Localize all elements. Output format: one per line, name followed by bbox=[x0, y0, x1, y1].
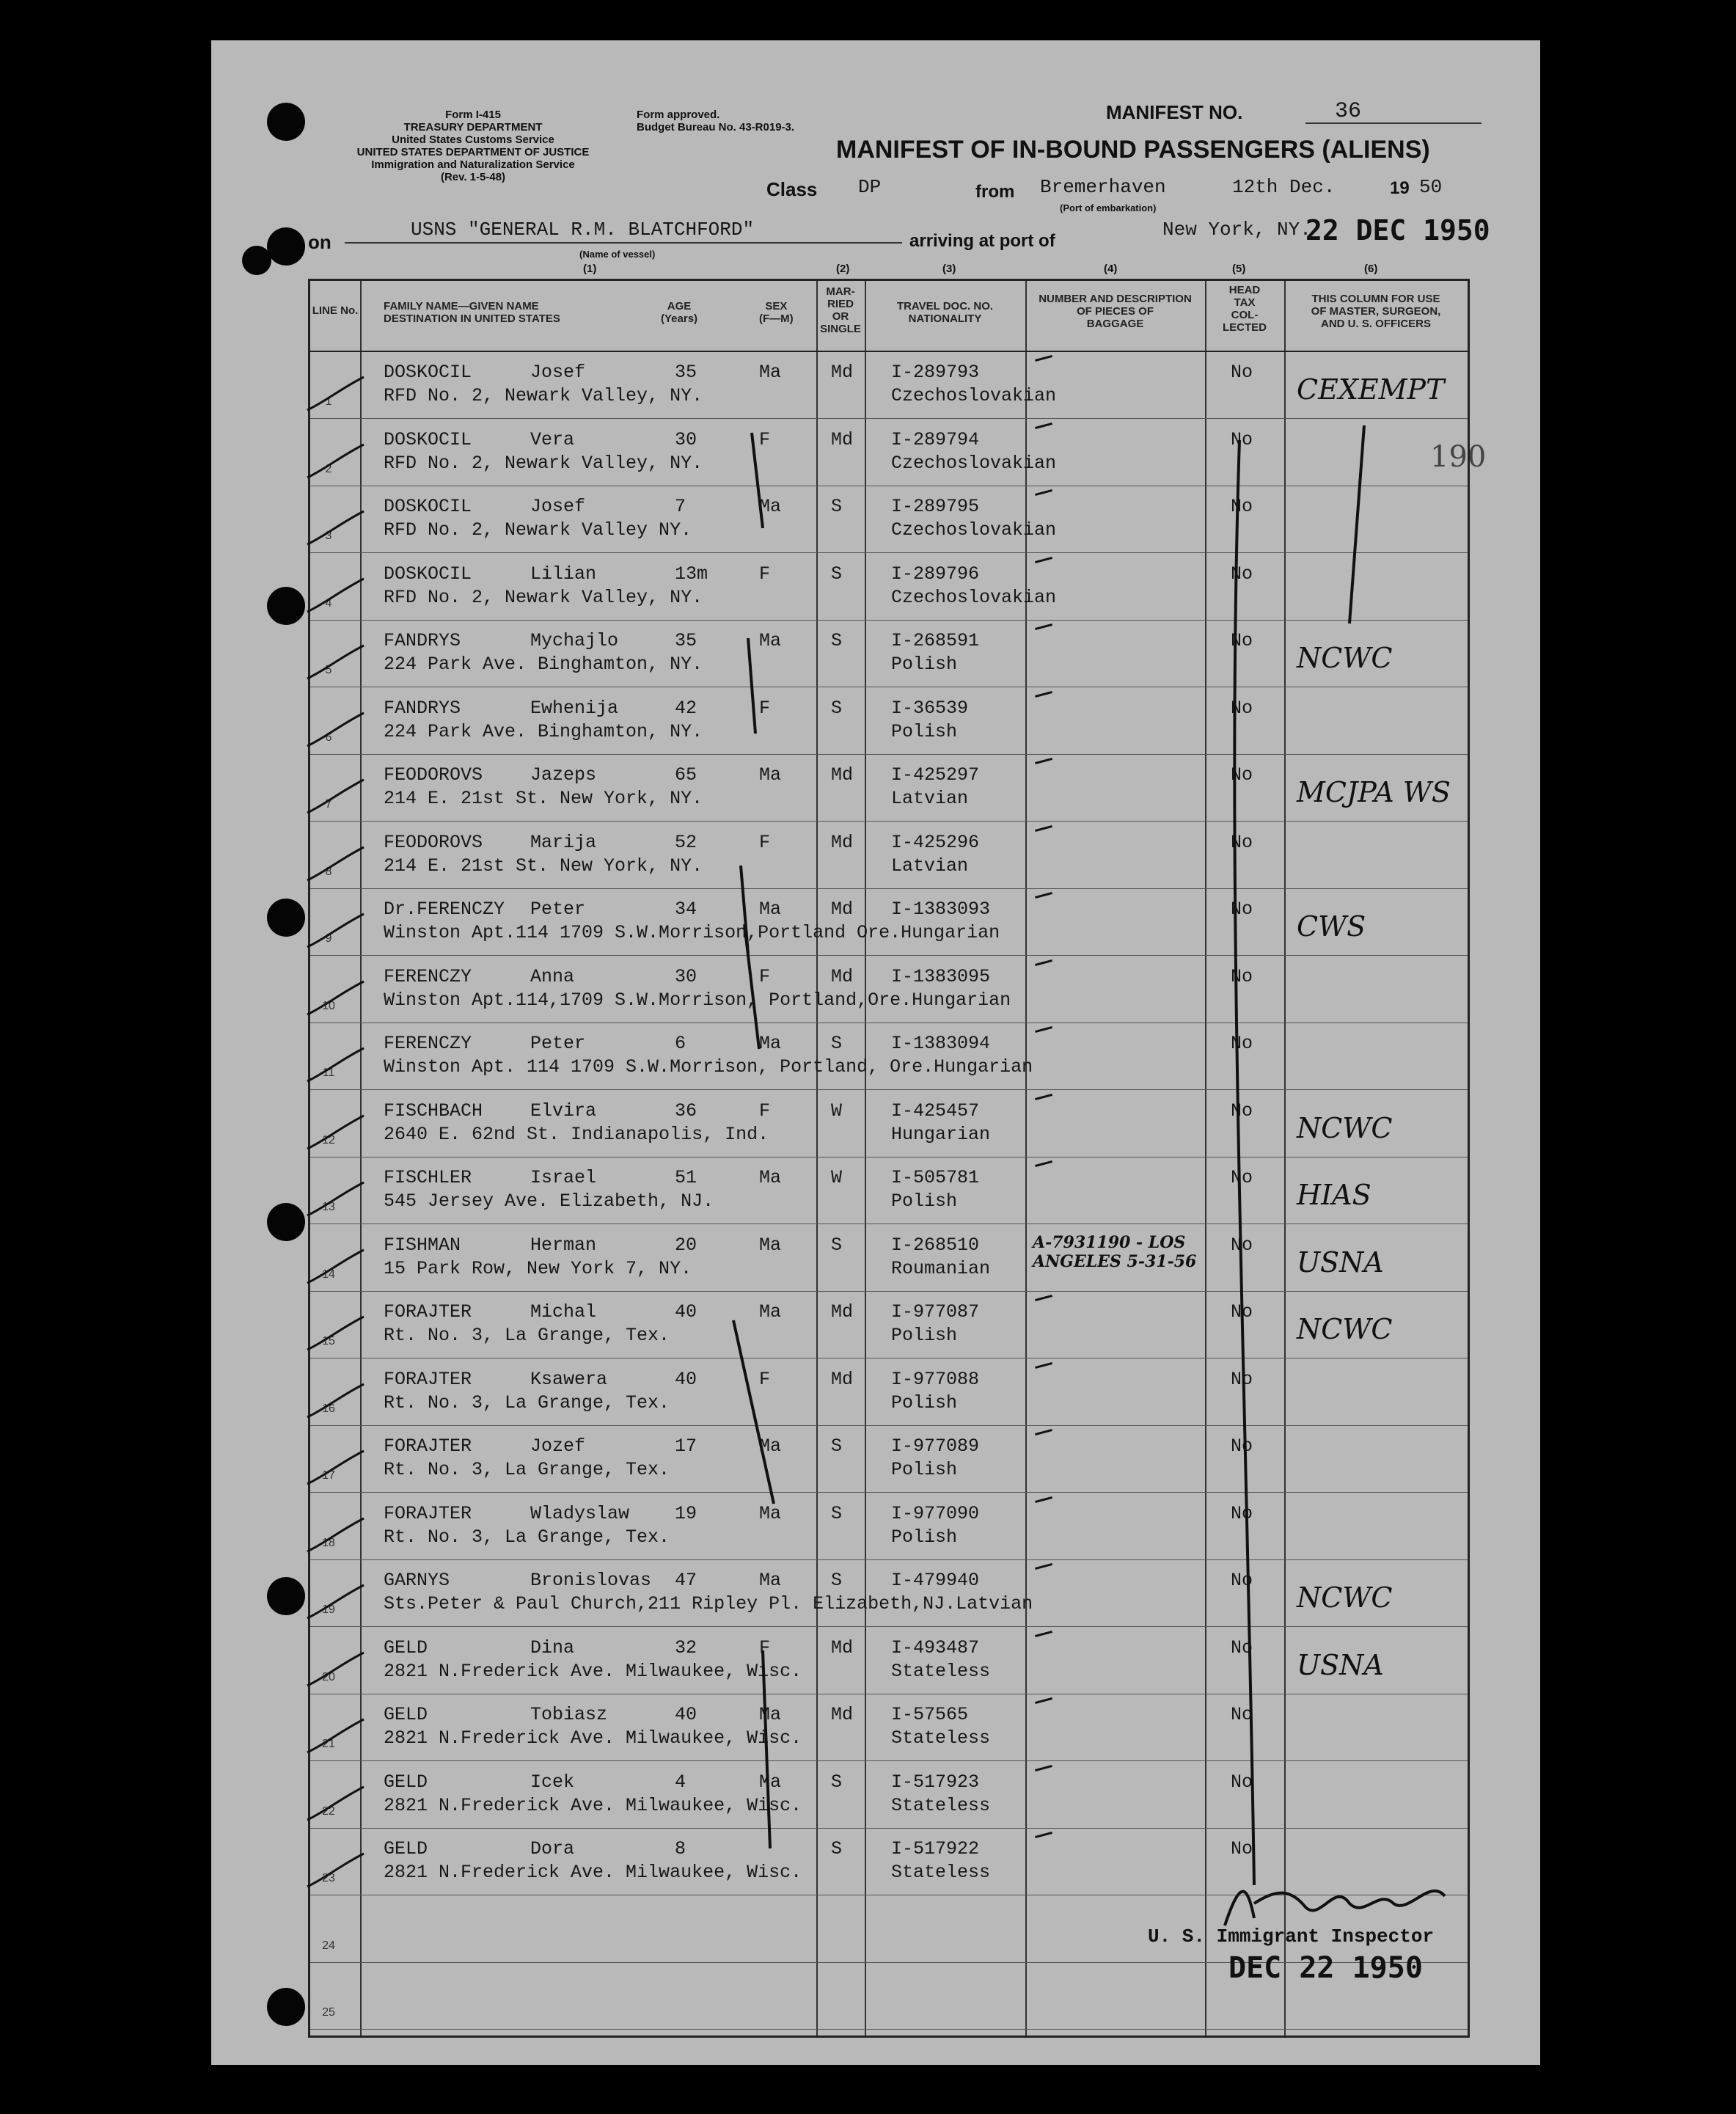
family-name: GARNYS bbox=[384, 1570, 450, 1591]
nationality: Polish bbox=[891, 1526, 958, 1548]
officer-note: NCWC bbox=[1297, 642, 1393, 674]
side-number: 190 bbox=[1430, 440, 1487, 474]
line-number: 21 bbox=[322, 1738, 335, 1750]
age: 40 bbox=[675, 1704, 697, 1725]
destination: Rt. No. 3, La Grange, Tex. bbox=[384, 1459, 670, 1480]
line-number: 18 bbox=[322, 1536, 335, 1549]
revision: (Rev. 1-5-48) bbox=[440, 171, 506, 183]
age: 47 bbox=[675, 1570, 697, 1591]
line-number: 23 bbox=[322, 1872, 335, 1884]
sex: F bbox=[759, 1636, 771, 1658]
baggage-note: A-7931190 - LOS ANGELES 5-31-56 bbox=[1033, 1232, 1197, 1271]
officer-note: CWS bbox=[1297, 910, 1366, 943]
destination: 2821 N.Frederick Ave. Milwaukee, Wisc. bbox=[384, 1862, 802, 1883]
age: 40 bbox=[675, 1301, 697, 1323]
sex: Ma bbox=[759, 1234, 782, 1256]
travel-doc-number: I-1383093 bbox=[891, 899, 991, 920]
destination: 2821 N.Frederick Ave. Milwaukee, Wisc. bbox=[384, 1794, 802, 1816]
travel-doc-number: I-425296 bbox=[891, 831, 980, 853]
age: 30 bbox=[675, 965, 697, 987]
nationality: Czechoslovakian bbox=[891, 385, 1057, 406]
age: 19 bbox=[675, 1502, 697, 1524]
age: 51 bbox=[675, 1167, 697, 1188]
marital-status: Md bbox=[831, 1368, 854, 1390]
nationality: Hungarian bbox=[891, 1123, 991, 1145]
head-tax: No bbox=[1231, 899, 1253, 920]
family-name: FERENCZY bbox=[384, 965, 472, 987]
marital-status: W bbox=[831, 1100, 843, 1122]
officer-note: HIAS bbox=[1297, 1179, 1371, 1211]
family-name: FISCHLER bbox=[384, 1167, 472, 1188]
destination: 2821 N.Frederick Ave. Milwaukee, Wisc. bbox=[384, 1660, 802, 1682]
officer-note: USNA bbox=[1297, 1246, 1384, 1279]
line-number: 25 bbox=[322, 2006, 335, 2019]
marital-status: S bbox=[831, 563, 843, 585]
inspection-date-stamp: DEC 22 1950 bbox=[1228, 1951, 1423, 1985]
marital-status: S bbox=[831, 1570, 843, 1591]
dept-line: United States Customs Service bbox=[392, 134, 554, 146]
column-number: (4) bbox=[1104, 263, 1118, 275]
officer-note: USNA bbox=[1297, 1648, 1384, 1681]
head-tax: No bbox=[1231, 362, 1253, 383]
col-header-travel-doc: TRAVEL DOC. NO. NATIONALITY bbox=[896, 300, 994, 325]
nationality: Czechoslovakian bbox=[891, 452, 1057, 474]
travel-doc-number: I-479940 bbox=[891, 1570, 980, 1591]
given-name: Tobiasz bbox=[530, 1704, 608, 1725]
destination: 2821 N.Frederick Ave. Milwaukee, Wisc. bbox=[384, 1727, 802, 1749]
head-tax: No bbox=[1231, 563, 1253, 585]
age: 36 bbox=[675, 1100, 697, 1122]
officer-note: NCWC bbox=[1297, 1313, 1393, 1345]
vessel-caption: (Name of vessel) bbox=[579, 249, 656, 260]
travel-doc-number: I-268591 bbox=[891, 630, 980, 651]
marital-status: S bbox=[831, 630, 843, 651]
head-tax: No bbox=[1231, 630, 1253, 651]
family-name: FISCHBACH bbox=[384, 1100, 483, 1122]
sex: F bbox=[759, 697, 771, 719]
officer-note: CEXEMPT bbox=[1297, 373, 1445, 406]
marital-status: Md bbox=[831, 1301, 854, 1323]
nationality: Polish bbox=[891, 1325, 958, 1346]
marital-status: Md bbox=[831, 1704, 854, 1725]
column-number: (2) bbox=[836, 263, 850, 275]
col-header-age: AGE (Years) bbox=[661, 300, 698, 325]
officer-note: NCWC bbox=[1297, 1581, 1393, 1614]
head-tax: No bbox=[1231, 1033, 1253, 1054]
line-number: 2 bbox=[325, 462, 332, 475]
marital-status: Md bbox=[831, 965, 854, 987]
family-name: FORAJTER bbox=[384, 1301, 472, 1323]
line-number: 24 bbox=[322, 1939, 335, 1952]
marital-status: Md bbox=[831, 1636, 854, 1658]
given-name: Wladyslaw bbox=[530, 1502, 630, 1524]
family-name: FANDRYS bbox=[384, 630, 461, 651]
arriving-label: arriving at port of bbox=[909, 231, 1055, 251]
travel-doc-number: I-425297 bbox=[891, 764, 980, 786]
sex: Ma bbox=[759, 1301, 782, 1323]
inspector-caption: U. S. Immigrant Inspector bbox=[1148, 1925, 1435, 1947]
arrival-port: New York, NY. bbox=[1162, 219, 1311, 241]
family-name: DOSKOCIL bbox=[384, 496, 472, 517]
destination: RFD No. 2, Newark Valley, NY. bbox=[384, 452, 703, 474]
column-number: (3) bbox=[942, 263, 956, 275]
given-name: Dora bbox=[530, 1838, 575, 1859]
age: 35 bbox=[675, 630, 697, 651]
officer-note: MCJPA WS bbox=[1297, 776, 1451, 808]
head-tax: No bbox=[1231, 496, 1253, 517]
travel-doc-number: I-977087 bbox=[891, 1301, 980, 1323]
line-number: 16 bbox=[322, 1402, 335, 1415]
given-name: Michal bbox=[530, 1301, 597, 1323]
age: 52 bbox=[675, 831, 697, 853]
form-number: Form I-415 bbox=[445, 109, 501, 121]
family-name: FEODOROVS bbox=[384, 831, 483, 853]
age: 32 bbox=[675, 1636, 697, 1658]
given-name: Peter bbox=[530, 899, 586, 920]
given-name: Dina bbox=[530, 1636, 575, 1658]
head-tax: No bbox=[1231, 428, 1253, 450]
sex: F bbox=[759, 965, 771, 987]
line-number: 3 bbox=[325, 530, 332, 542]
line-number: 11 bbox=[322, 1067, 335, 1079]
sex: Ma bbox=[759, 1570, 782, 1591]
manifest-label: MANIFEST NO. bbox=[1106, 101, 1243, 123]
sex: Ma bbox=[759, 496, 782, 517]
nationality: Latvian bbox=[891, 855, 969, 877]
family-name: GELD bbox=[384, 1636, 428, 1658]
travel-doc-number: I-268510 bbox=[891, 1234, 980, 1256]
destination: Rt. No. 3, La Grange, Tex. bbox=[384, 1325, 670, 1346]
given-name: Jozef bbox=[530, 1435, 586, 1457]
sex: F bbox=[759, 1100, 771, 1122]
head-tax: No bbox=[1231, 1570, 1253, 1591]
given-name: Lilian bbox=[530, 563, 597, 585]
head-tax: No bbox=[1231, 1100, 1253, 1122]
line-number: 1 bbox=[325, 395, 332, 408]
budget-line: Budget Bureau No. 43-R019-3. bbox=[637, 121, 795, 134]
nationality: Polish bbox=[891, 654, 958, 675]
family-name: Dr.FERENCZY bbox=[384, 899, 505, 920]
head-tax: No bbox=[1231, 965, 1253, 987]
sex: Ma bbox=[759, 1435, 782, 1457]
age: 40 bbox=[675, 1368, 697, 1390]
travel-doc-number: I-517922 bbox=[891, 1838, 980, 1859]
destination: Sts.Peter & Paul Church,211 Ripley Pl. Elizabeth,NJ.Latvian bbox=[384, 1593, 1033, 1614]
line-number: 10 bbox=[322, 999, 335, 1012]
embarkation-date: 12th Dec. bbox=[1232, 176, 1336, 198]
line-number: 15 bbox=[322, 1335, 335, 1347]
travel-doc-number: I-977089 bbox=[891, 1435, 980, 1457]
travel-doc-number: I-289794 bbox=[891, 428, 980, 450]
line-number: 9 bbox=[325, 932, 332, 945]
age: 4 bbox=[675, 1771, 686, 1793]
line-number: 20 bbox=[322, 1670, 335, 1683]
travel-doc-number: I-977088 bbox=[891, 1368, 980, 1390]
destination: RFD No. 2, Newark Valley NY. bbox=[384, 519, 692, 541]
destination: 224 Park Ave. Binghamton, NY. bbox=[384, 654, 703, 675]
age: 6 bbox=[675, 1033, 686, 1054]
nationality: Stateless bbox=[891, 1794, 991, 1816]
approval-line: Form approved. bbox=[637, 109, 720, 121]
sex: F bbox=[759, 831, 771, 853]
marital-status: S bbox=[831, 697, 843, 719]
age: 20 bbox=[675, 1234, 697, 1256]
nationality: Polish bbox=[891, 1391, 958, 1413]
sex: Ma bbox=[759, 1704, 782, 1725]
destination: 545 Jersey Ave. Elizabeth, NJ. bbox=[384, 1191, 714, 1212]
from-label: from bbox=[975, 182, 1015, 202]
travel-doc-number: I-36539 bbox=[891, 697, 969, 719]
col-header-sex: SEX (F—M) bbox=[759, 300, 794, 325]
line-number: 7 bbox=[325, 798, 332, 811]
family-name: FISHMAN bbox=[384, 1234, 461, 1256]
line-number: 14 bbox=[322, 1268, 335, 1281]
given-name: Jazeps bbox=[530, 764, 597, 786]
head-tax: No bbox=[1231, 1368, 1253, 1390]
class-label: Class bbox=[766, 178, 818, 200]
line-number: 4 bbox=[325, 596, 332, 610]
destination: RFD No. 2, Newark Valley, NY. bbox=[384, 586, 703, 608]
sex: F bbox=[759, 563, 771, 585]
destination: Winston Apt. 114 1709 S.W.Morrison, Portland, Ore.Hungarian bbox=[384, 1056, 1033, 1078]
given-name: Mychajlo bbox=[530, 630, 619, 651]
marital-status: S bbox=[831, 1033, 843, 1054]
sex: Ma bbox=[759, 1167, 782, 1188]
travel-doc-number: I-425457 bbox=[891, 1100, 980, 1122]
column-number: (6) bbox=[1364, 263, 1378, 275]
nationality: Stateless bbox=[891, 1660, 991, 1682]
nationality: Polish bbox=[891, 1459, 958, 1480]
head-tax: No bbox=[1231, 1838, 1253, 1859]
given-name: Ksawera bbox=[530, 1368, 608, 1390]
year-prefix: 19 bbox=[1390, 178, 1410, 198]
given-name: Ewhenija bbox=[530, 697, 619, 719]
given-name: Anna bbox=[530, 965, 575, 987]
marital-status: S bbox=[831, 1234, 843, 1256]
marital-status: S bbox=[831, 1435, 843, 1457]
sex: Ma bbox=[759, 899, 782, 920]
family-name: FERENCZY bbox=[384, 1033, 472, 1054]
age: 30 bbox=[675, 428, 697, 450]
class-value: DP bbox=[858, 176, 882, 198]
col-header-marital: MAR- RIED OR SINGLE bbox=[820, 285, 861, 335]
marital-status: Md bbox=[831, 764, 854, 786]
page-title: MANIFEST OF IN-BOUND PASSENGERS (ALIENS) bbox=[836, 136, 1430, 164]
marital-status: W bbox=[831, 1167, 843, 1188]
given-name: Icek bbox=[530, 1771, 575, 1793]
given-name: Vera bbox=[530, 428, 575, 450]
travel-doc-number: I-517923 bbox=[891, 1771, 980, 1793]
family-name: DOSKOCIL bbox=[384, 362, 472, 383]
marital-status: Md bbox=[831, 362, 854, 383]
nationality: Polish bbox=[891, 1191, 958, 1212]
dept-line: UNITED STATES DEPARTMENT OF JUSTICE bbox=[356, 146, 590, 158]
head-tax: No bbox=[1231, 1234, 1253, 1256]
given-name: Herman bbox=[530, 1234, 597, 1256]
sex: Ma bbox=[759, 1502, 782, 1524]
family-name: FANDRYS bbox=[384, 697, 461, 719]
given-name: Josef bbox=[530, 496, 586, 517]
travel-doc-number: I-1383095 bbox=[891, 965, 991, 987]
family-name: DOSKOCIL bbox=[384, 563, 472, 585]
year-value: 50 bbox=[1419, 176, 1443, 198]
age: 34 bbox=[675, 899, 697, 920]
nationality: Polish bbox=[891, 720, 958, 742]
head-tax: No bbox=[1231, 1704, 1253, 1725]
line-number: 13 bbox=[322, 1201, 335, 1213]
age: 65 bbox=[675, 764, 697, 786]
family-name: GELD bbox=[384, 1704, 428, 1725]
line-number: 12 bbox=[322, 1133, 335, 1146]
head-tax: No bbox=[1231, 831, 1253, 853]
col-header-name: FAMILY NAME—GIVEN NAME DESTINATION IN UNITED STATES bbox=[384, 300, 560, 325]
nationality: Czechoslovakian bbox=[891, 586, 1057, 608]
marital-status: S bbox=[831, 1771, 843, 1793]
line-number: 22 bbox=[322, 1804, 335, 1818]
age: 17 bbox=[675, 1435, 697, 1457]
marital-status: Md bbox=[831, 899, 854, 920]
head-tax: No bbox=[1231, 764, 1253, 786]
travel-doc-number: I-493487 bbox=[891, 1636, 980, 1658]
family-name: FEODOROVS bbox=[384, 764, 483, 786]
head-tax: No bbox=[1231, 697, 1253, 719]
marital-status: S bbox=[831, 496, 843, 517]
sex: Ma bbox=[759, 1033, 782, 1054]
age: 35 bbox=[675, 362, 697, 383]
destination: 2640 E. 62nd St. Indianapolis, Ind. bbox=[384, 1123, 769, 1145]
sex: F bbox=[759, 1368, 771, 1390]
marital-status: Md bbox=[831, 428, 854, 450]
nationality: Stateless bbox=[891, 1727, 991, 1749]
head-tax: No bbox=[1231, 1636, 1253, 1658]
travel-doc-number: I-977090 bbox=[891, 1502, 980, 1524]
port-embarkation-caption: (Port of embarkation) bbox=[1060, 202, 1157, 213]
family-name: FORAJTER bbox=[384, 1368, 472, 1390]
destination: 15 Park Row, New York 7, NY. bbox=[384, 1257, 692, 1279]
dept-line: Immigration and Naturalization Service bbox=[371, 158, 575, 171]
column-number: (1) bbox=[583, 263, 597, 275]
col-header-baggage: NUMBER AND DESCRIPTION OF PIECES OF BAGGAGE bbox=[1039, 293, 1192, 330]
marital-status: Md bbox=[831, 831, 854, 853]
given-name: Elvira bbox=[530, 1100, 597, 1122]
col-header-officers: THIS COLUMN FOR USE OF MASTER, SURGEON, AND U. S. OFFICERS bbox=[1311, 293, 1441, 330]
nationality: Czechoslovakian bbox=[891, 519, 1057, 541]
col-header-head-tax: HEAD TAX COL- LECTED bbox=[1223, 284, 1267, 334]
destination: Rt. No. 3, La Grange, Tex. bbox=[384, 1391, 670, 1413]
line-number: 5 bbox=[325, 664, 332, 676]
col-header-line: LINE No. bbox=[312, 304, 359, 317]
manifest-number: 36 bbox=[1335, 99, 1362, 124]
destination: RFD No. 2, Newark Valley, NY. bbox=[384, 385, 703, 406]
on-label: on bbox=[308, 231, 332, 253]
travel-doc-number: I-289793 bbox=[891, 362, 980, 383]
family-name: FORAJTER bbox=[384, 1502, 472, 1524]
vessel-name: USNS "GENERAL R.M. BLATCHFORD" bbox=[411, 219, 755, 241]
sex: Ma bbox=[759, 1771, 782, 1793]
travel-doc-number: I-505781 bbox=[891, 1167, 980, 1188]
column-number: (5) bbox=[1232, 263, 1246, 275]
destination: Winston Apt.114 1709 S.W.Morrison,Portland Ore.Hungarian bbox=[384, 922, 1000, 943]
sex: Ma bbox=[759, 630, 782, 651]
family-name: GELD bbox=[384, 1771, 428, 1793]
head-tax: No bbox=[1231, 1771, 1253, 1793]
nationality: Roumanian bbox=[891, 1257, 991, 1279]
sex: Ma bbox=[759, 764, 782, 786]
line-number: 19 bbox=[322, 1603, 335, 1616]
line-number: 17 bbox=[322, 1469, 335, 1482]
destination: 214 E. 21st St. New York, NY. bbox=[384, 855, 703, 877]
head-tax: No bbox=[1231, 1502, 1253, 1524]
destination: 214 E. 21st St. New York, NY. bbox=[384, 788, 703, 809]
given-name: Marija bbox=[530, 831, 597, 853]
travel-doc-number: I-289795 bbox=[891, 496, 980, 517]
arrival-date-stamp: 22 DEC 1950 bbox=[1305, 214, 1490, 246]
given-name: Bronislovas bbox=[530, 1570, 652, 1591]
destination: 224 Park Ave. Binghamton, NY. bbox=[384, 720, 703, 742]
nationality: Stateless bbox=[891, 1862, 991, 1883]
given-name: Peter bbox=[530, 1033, 586, 1054]
age: 7 bbox=[675, 496, 686, 517]
family-name: GELD bbox=[384, 1838, 428, 1859]
line-number: 6 bbox=[325, 731, 332, 744]
family-name: FORAJTER bbox=[384, 1435, 472, 1457]
given-name: Israel bbox=[530, 1167, 597, 1188]
family-name: DOSKOCIL bbox=[384, 428, 472, 450]
sex: Ma bbox=[759, 362, 782, 383]
officer-note: NCWC bbox=[1297, 1111, 1393, 1144]
nationality: Latvian bbox=[891, 788, 969, 809]
given-name: Josef bbox=[530, 362, 586, 383]
destination: Winston Apt.114,1709 S.W.Morrison, Portland,Ore.Hungarian bbox=[384, 989, 1011, 1011]
head-tax: No bbox=[1231, 1301, 1253, 1323]
sex: F bbox=[759, 428, 771, 450]
embarkation-port: Bremerhaven bbox=[1040, 176, 1166, 198]
head-tax: No bbox=[1231, 1167, 1253, 1188]
age: 8 bbox=[675, 1838, 686, 1859]
head-tax: No bbox=[1231, 1435, 1253, 1457]
dept-line: TREASURY DEPARTMENT bbox=[403, 121, 543, 134]
destination: Rt. No. 3, La Grange, Tex. bbox=[384, 1526, 670, 1548]
marital-status: S bbox=[831, 1838, 843, 1859]
line-number: 8 bbox=[325, 865, 332, 878]
travel-doc-number: I-1383094 bbox=[891, 1033, 991, 1054]
age: 13m bbox=[675, 563, 708, 585]
age: 42 bbox=[675, 697, 697, 719]
travel-doc-number: I-57565 bbox=[891, 1704, 969, 1725]
travel-doc-number: I-289796 bbox=[891, 563, 980, 585]
marital-status: S bbox=[831, 1502, 843, 1524]
